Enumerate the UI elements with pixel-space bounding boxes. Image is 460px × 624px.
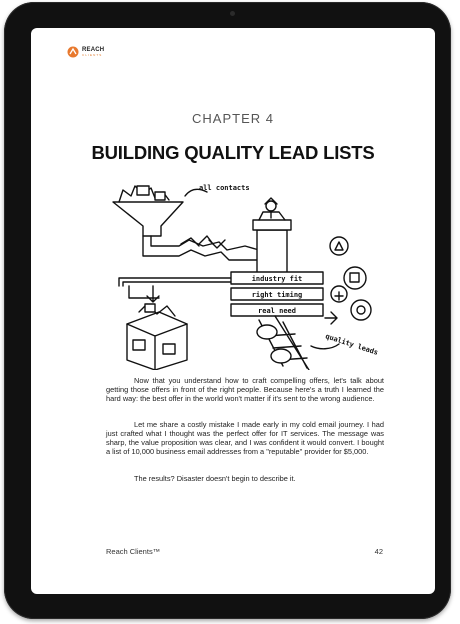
label-all-contacts: all contacts <box>199 184 250 192</box>
paragraph-3: The results? Disaster doesn't begin to describe it. <box>134 474 296 483</box>
logo-text: REACH <box>82 47 105 53</box>
label-quality-leads: quality leads <box>324 332 379 357</box>
camera-dot <box>230 11 235 16</box>
tablet-frame <box>4 2 451 619</box>
logo-mark-icon <box>67 46 79 58</box>
chapter-title: BUILDING QUALITY LEAD LISTS <box>91 142 375 163</box>
page-number: 42 <box>374 547 383 556</box>
lead-funnel-illustration <box>99 174 389 370</box>
chapter-label: CHAPTER 4 <box>192 111 274 126</box>
page <box>31 28 435 594</box>
footer-brand: Reach Clients™ <box>106 547 161 556</box>
paragraph-1: Now that you understand how to craft compelling offers, let's talk about getting those offers in front of the right people. Because here's a truth I learned the hard way: the best offer in the world won't matter if it's sent to the wrong audience. <box>106 376 384 403</box>
filter-real-need: real need <box>258 307 296 315</box>
logo-subtext: CLIENTS <box>82 53 103 57</box>
filter-right-timing: right timing <box>251 291 303 299</box>
paragraph-2: Let me share a costly mistake I made early in my cold email journey. I had just crafted what I thought was the perfect offer for IT services. The message was sharp, the value proposition was clear, and I was confident it would convert. I bought a list of 10,000 business email addresses from a "reputable" provider for $5,000. <box>106 420 384 456</box>
filter-industry-fit: industry fit <box>251 275 303 283</box>
brand-logo <box>67 46 104 58</box>
